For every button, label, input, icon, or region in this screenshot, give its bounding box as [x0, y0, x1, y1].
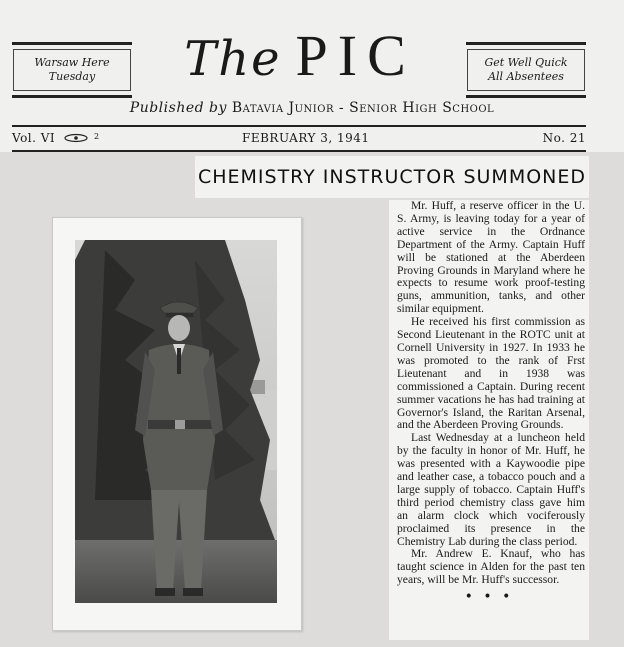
top-rule [12, 125, 586, 127]
photo-card [52, 217, 302, 631]
article-headline: CHEMISTRY INSTRUCTOR SUMMONED [197, 166, 587, 188]
newspaper-title [140, 22, 460, 92]
issue-date: FEBRUARY 3, 1941 [242, 131, 370, 145]
issue-number: No. 21 [542, 131, 586, 145]
published-prefix: Published by [129, 100, 227, 116]
ornament-icon [64, 132, 100, 146]
ornament-number: 2 [94, 132, 100, 141]
published-school: Batavia Junior - Senior High School [231, 100, 495, 116]
publisher-line [0, 100, 624, 116]
left-ear-line-2: Tuesday [48, 70, 96, 83]
end-mark: • • • [464, 589, 514, 606]
right-ear-line-1: Get Well Quick [484, 56, 568, 69]
article-paragraph-3: Last Wednesday at a luncheon held by the faculty in honor of Mr. Huff, he was presented with a Kaywoodie pipe and leather case, a tobacco pouch and a large supply of tobacco. Captain Huff's third period chemistry class gave him an alarm clock which vociferously proclaimed its presence in the Chemistry Lab during the class period. [397, 431, 585, 548]
article-paragraph-4: Mr. Andrew E. Knauf, who has taught science in Alden for the past ten years, will be Mr. Huff's successor. [397, 547, 585, 587]
article-paragraph-2: He received his first commission as Second Lieutenant in the ROTC unit at Cornell University in 1927. In 1933 he was promoted to the rank of Frst Lieutenant and in 1938 was commissioned a Captain. During recent summer vacations he has had training at Governor's Island, the Raritan Arsenal, and the Aberdeen Proving Grounds. [397, 315, 585, 432]
volume-label: Vol. VI [12, 131, 56, 145]
ornament-glyph-icon [64, 133, 94, 143]
officer-photo-image [75, 240, 277, 603]
article-body [389, 200, 589, 640]
headline-box [195, 156, 589, 198]
left-ear-box [12, 42, 132, 98]
bottom-rule [12, 150, 586, 152]
left-ear-line-1: Warsaw Here [34, 56, 110, 69]
right-ear-line-2: All Absentees [488, 70, 564, 83]
right-ear-box [466, 42, 586, 98]
officer-photo [75, 240, 277, 603]
article-paragraph-1: Mr. Huff, a reserve officer in the U. S. Army, is leaving today for a year of active service in the Ordnance Department of the Army. Captain Huff will be stationed at the Aberdeen Proving Grounds in Maryland where he expects to resume work proof-testing guns, ammunition, tanks, and other similar equipment. [397, 199, 585, 316]
dateline [12, 131, 586, 149]
masthead [0, 0, 624, 152]
title-pic: PIC [295, 23, 416, 88]
title-the: The [184, 31, 282, 87]
